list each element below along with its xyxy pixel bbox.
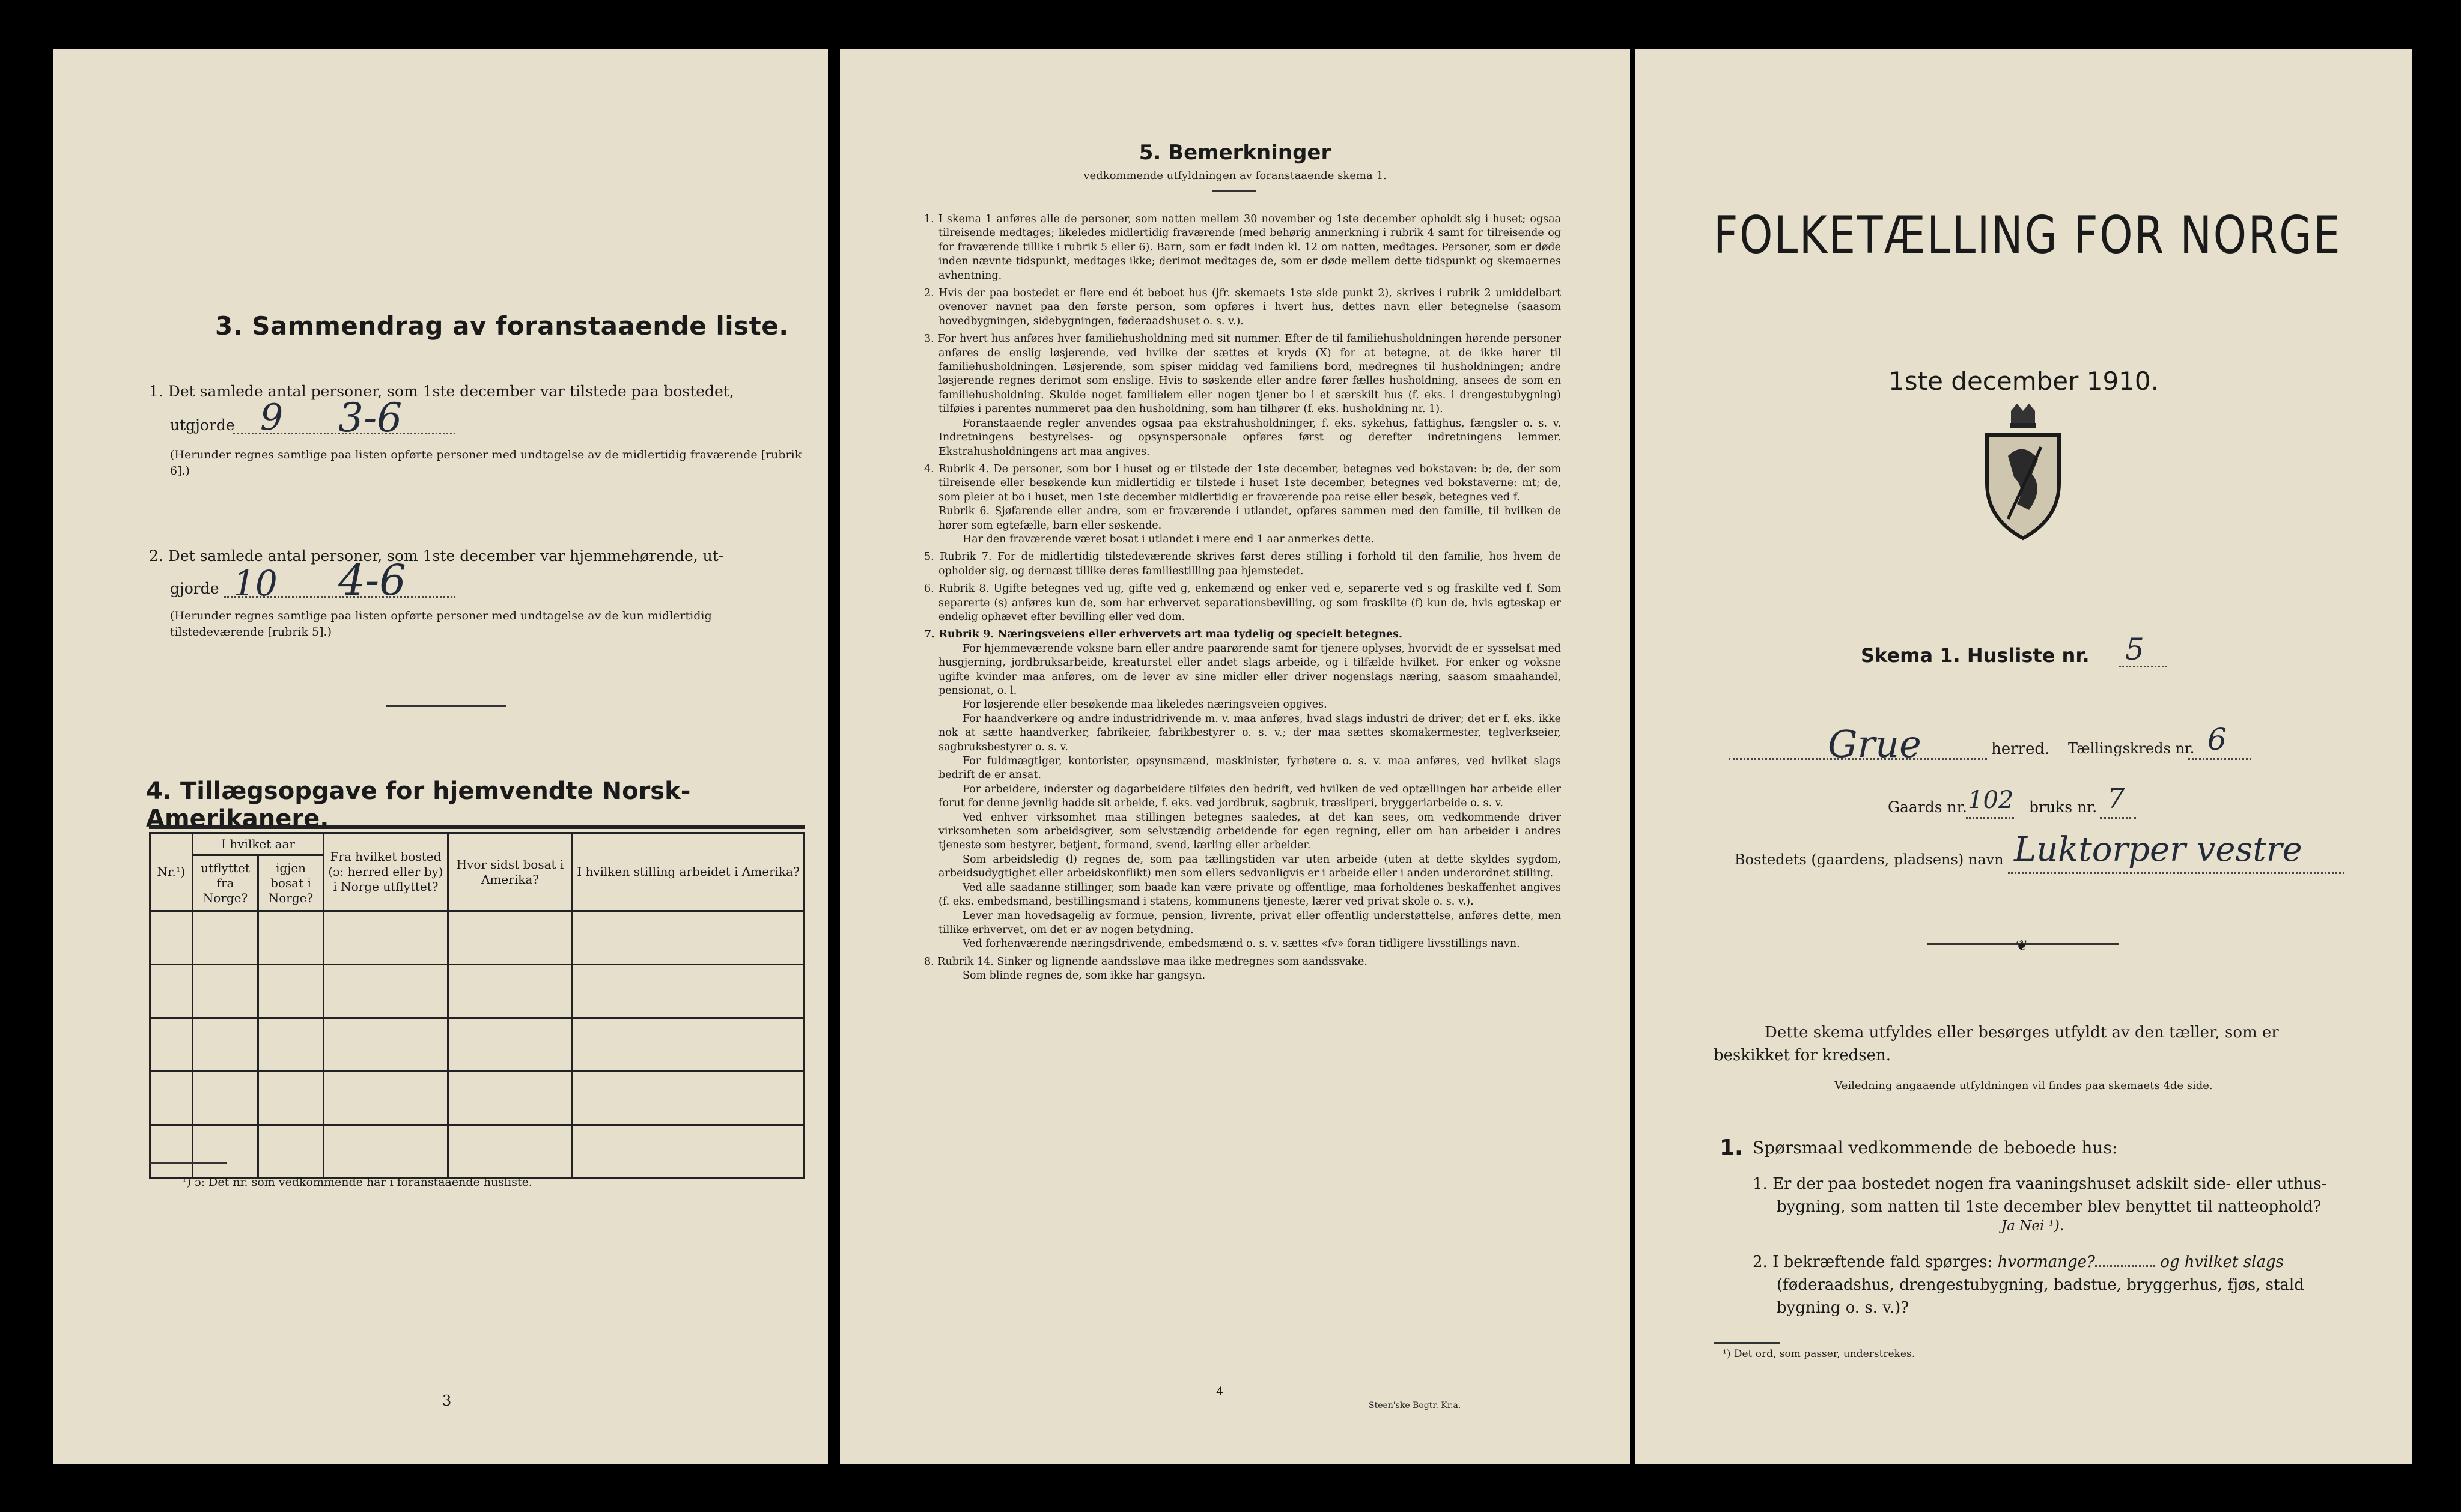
question-2-note: (Herunder regnes samtlige paa listen opførte personer med undtagelse av de kun midlertidig tilstedeværende [rubrik 5].) (170, 609, 712, 639)
gaards-answer-line (1966, 817, 2014, 819)
remark-paragraph: For haandverkere og andre industridrivende m. v. maa anføres, hvad slags industri de driver; det er f. eks. ikke nok at sætte haandverker, fabrikeier, fabrikbestyrer o. s. v.; der maa sættes skomakermester, teglverkseier, sagbruksbestyrer o. s. v. (938, 712, 1561, 753)
herred-label: herred. (1991, 740, 2050, 758)
page-right (1635, 49, 2412, 1464)
page-left (53, 49, 828, 1464)
question-2-line (1753, 1251, 2284, 1274)
bruks-label: bruks nr. (2029, 798, 2097, 816)
remark-paragraph: 7. Rubrik 9. Næringsveiens eller erhvervets art maa tydelig og specielt betegnes. (924, 628, 1402, 641)
table-row (150, 911, 805, 965)
column-header-stilling: I hvilken stilling arbeidet i Amerika? (573, 833, 805, 911)
column-header-fra-bosted: Fra hvilket bosted (ɔ: herred eller by) i Norge utflyttet? (324, 833, 448, 911)
remark-paragraph: For hjemmeværende voksne barn eller andre paarørende samt for tjenere oplyses, hvorvidt de er sysselsat med husgjerning, jordbruksarbeide, kreaturstel eller andet slags arbeide, og i tilfælde hvilket. For enker og voksne ugifte kvinder maa anføres, om de lever av sine midler eller driver nogenslags næring, saasom smaahandel, pensionat, o. l. (938, 642, 1561, 697)
remarks-subheading: vedkommende utfyldningen av foranstaaende skema 1. (1083, 169, 1387, 182)
kreds-answer-line (2188, 758, 2251, 760)
section-1-number: 1. (1720, 1135, 1743, 1160)
column-header-utflyttet: utflyttet fra Norge? (193, 855, 258, 911)
veiledning-text: Veiledning angaaende utfyldningen vil findes paa skemaets 4de side. (1834, 1079, 2213, 1092)
table-row (150, 1018, 805, 1072)
coat-of-arms-icon (1975, 399, 2071, 543)
question-2-hvilket: hvilket slags (2184, 1253, 2284, 1271)
skema-label: Skema 1. Husliste nr. (1861, 644, 2090, 667)
question-2-gjorde-label: gjorde (170, 580, 219, 597)
bosted-label: Bostedets (gaardens, pladsens) navn (1735, 851, 2004, 868)
question-1-answer-options: Ja Nei ¹). (1998, 1218, 2064, 1234)
section-4-heading: 4. Tillægsopgave for hjemvendte Norsk-Amerikanere. (146, 777, 691, 833)
gaards-handwritten: 102 (1968, 786, 2014, 814)
question-2-text: 2. Det samlede antal personer, som 1ste december var hjemmehørende, ut- (149, 547, 724, 565)
remark-paragraph: For fuldmægtiger, kontorister, opsynsmænd, maskinister, fyrbøtere o. s. v. maa anføres, ved hvilket slags bedrift de er ansat. (938, 755, 1561, 782)
gaards-label: Gaards nr. (1888, 798, 1967, 816)
question-1-text: 1. Er der paa bostedet nogen fra vaaningshuset adskilt side- eller uthus-bygning, som natten til 1ste december blev benyttet til natteophold? (1753, 1175, 2327, 1216)
question-1-handwritten-count: 9 (260, 396, 284, 439)
column-header-hvor-bosat: Hvor sidst bosat i Amerika? (448, 833, 573, 911)
herred-handwritten: Grue (1828, 722, 1921, 766)
footnote-rule (149, 1162, 227, 1164)
remark-paragraph: Som arbeidsledig (l) regnes de, som paa tællingstiden var uten arbeide (uten at dette skyldes sygdom, arbeidsudygtighet eller arbeidskonflikt) men som ellers sedvanligvis er i arbeide eller i anden underordnet stilling. (938, 853, 1561, 880)
bosted-handwritten: Luktorper vestre (2014, 830, 2302, 869)
remark-paragraph: Rubrik 6. Sjøfarende eller andre, som er fraværende i utlandet, opføres sammen med den familie, til hvilken de hører som egtefælle, barn eller søskende. (938, 505, 1561, 532)
remark-paragraph: Ved alle saadanne stillinger, som baade kan være private og offentlige, maa forholdenes beskaffenhet angives (f. eks. embedsmand, bestillingsmand i statens, kommunens tjeneste, lærer ved privat skole o. s. v.). (938, 881, 1561, 908)
bosted-answer-line (2008, 872, 2344, 874)
divider (386, 705, 506, 707)
question-1-note: (Herunder regnes samtlige paa listen opførte personer med undtagelse av de midlertidig fraværende [rubrik 6].) (170, 448, 802, 478)
bruks-answer-line (2100, 817, 2136, 819)
table-row (150, 965, 805, 1018)
remark-paragraph: Foranstaaende regler anvendes ogsaa paa ekstrahusholdninger, f. eks. sykehus, fattighus, fængsler o. s. v. Indretningens bestyrelses- og opsynspersonale opføres først og derefter indretningens lemmer. Ekstrahusholdningens art maa angives. (938, 417, 1561, 458)
column-header-nr: Nr.¹) (150, 833, 193, 911)
remarks-heading: 5. Bemerkninger (1139, 141, 1331, 165)
question-1-utgjorde-label: utgjorde (170, 416, 235, 434)
remark-paragraph: 2. Hvis der paa bostedet er flere end ét beboet hus (jfr. skemaets 1ste side punkt 2), skrives i rubrik 2 umiddelbart ovenover navnet paa den første person, som opføres i hvert hus, dettes navn eller betegnelse (saasom hovedbygningen, sidebygningen, føderaadshuset o. s. v.). (924, 287, 1561, 327)
question-2-start: 2. I bekræftende fald spørges: (1753, 1253, 1993, 1271)
remark-paragraph: 6. Rubrik 8. Ugifte betegnes ved ug, gifte ved g, enkemænd og enker ved e, separerte ved s og fraskilte ved f. Som separerte (s) anføres kun de, som har erhvervet separationsbevilling, og som fraskilte (f) kun de, hvis egteskap er endelig ophævet efter bevilling eller ved dom. (924, 583, 1561, 623)
remark-paragraph: 8. Rubrik 14. Sinker og lignende aandssløve maa ikke medregnes som aandssvake. (924, 955, 1367, 968)
norsk-amerikanere-table (149, 832, 805, 1179)
printer-imprint: Steen'ske Bogtr. Kr.a. (1369, 1401, 1461, 1410)
remarks-body (924, 213, 1561, 983)
question-1-handwritten-range: 3-6 (338, 395, 403, 441)
column-header-igjen: igjen bosat i Norge? (258, 855, 324, 911)
footnote-rule (1714, 1342, 1780, 1344)
form-title: FOLKETÆLLING FOR NORGE (1714, 205, 2342, 266)
kreds-handwritten: 6 (2207, 722, 2227, 757)
page-middle (840, 49, 1630, 1464)
question-2-hvormange: hvormange? (1997, 1253, 2095, 1271)
footnote: ¹) Det ord, som passer, understrekes. (1723, 1348, 1915, 1360)
form-date: 1ste december 1910. (1888, 366, 2159, 396)
intro-text: Dette skema utfyldes eller besørges utfyldt av den tæller, som er beskikket for kredsen. (1714, 1024, 2279, 1064)
section-3-heading: 3. Sammendrag av foranstaaende liste. (215, 311, 789, 341)
remark-paragraph: Har den fraværende været bosat i utlandet i mere end 1 aar anmerkes dette. (963, 533, 1375, 545)
husliste-number-handwritten: 5 (2125, 632, 2144, 667)
question-2-handwritten-count: 10 (233, 563, 278, 604)
remark-paragraph: Lever man hovedsagelig av formue, pension, livrente, privat eller offentlig understøttelse, anføres dette, men tillike erhvervet, om det er av nogen betydning. (938, 909, 1561, 936)
table-row (150, 1072, 805, 1125)
answer-dots (2095, 1265, 2155, 1267)
question-2-handwritten-range: 4-6 (338, 556, 406, 605)
remark-paragraph: Som blinde regnes de, som ikke har gangsyn. (963, 970, 1206, 982)
remark-paragraph: For løsjerende eller besøkende maa likeledes næringsveien opgives. (963, 699, 1327, 711)
remark-paragraph: Ved forhenværende næringsdrivende, embedsmænd o. s. v. sættes «fv» foran tidligere livsstillings navn. (963, 938, 1520, 950)
remark-paragraph: 4. Rubrik 4. De personer, som bor i huset og er tilstede der 1ste december, betegnes ved bokstaven: b; de, der som tilreisende eller besøkende kun midlertidig er tilstede i huset 1ste december, betegnes ved bokstaverne: mt; de, som pleier at bo i huset, men 1ste december midlertidig er fraværende paa reise eller besøk, betegnes ved f. (924, 463, 1561, 503)
remark-paragraph: 3. For hvert hus anføres hver familiehusholdning med sit nummer. Efter de til familiehusholdningen hørende personer anføres de enslig løsjerende, ved hvilke der sættes et kryds (X) for at betegne, at de ikke hører til familiehusholdningen. Løsjerende, som spiser middag ved familiens bord, medregnes til husholdningen; andre løsjerende regnes derimot som enslige. Hvis to søskende eller andre fører fælles husholdning, ansees de som en familiehusholdning. Skulde noget familielem eller nogen tjener bo i et særskilt hus (f. eks. i drengestubygning) tilføies i parentes nummeret paa den husholdning, som han tilhører (f. eks. husholdning nr. 1). (924, 333, 1561, 416)
page-number: 4 (1216, 1384, 1224, 1398)
remark-paragraph: Ved enhver virksomhet maa stillingen betegnes saaledes, at det kan sees, om vedkommende driver virksomheten som arbeidsgiver, som selvstændig arbeidende for egen regning, eller om han arbeider i andres tjeneste som bestyrer, betjent, formand, svend, lærling eller arbeider. (938, 811, 1561, 852)
column-header-group: I hvilket aar (193, 833, 324, 855)
page-number: 3 (442, 1392, 452, 1409)
divider (1212, 190, 1256, 192)
question-1-text: 1. Det samlede antal personer, som 1ste december var tilstede paa bostedet, (149, 383, 734, 400)
remark-paragraph: For arbeidere, inderster og dagarbeidere tilføies den bedrift, ved hvilken de ved optællingen har arbeide eller forut for denne jevnlig hadde sit arbeide, f. eks. ved jordbruk, sagbruk, træsliperi, bryggeriarbeide o. s. v. (938, 783, 1561, 810)
table-row (150, 1125, 805, 1179)
remark-paragraph: 5. Rubrik 7. For de midlertidig tilstedeværende skrives først deres stilling i forhold til den familie, hos hvem de opholder sig, og dernæst tillike deres familiestilling paa hjemstedet. (924, 551, 1561, 577)
ornament-icon: ❦ (2016, 937, 2028, 954)
bruks-handwritten: 7 (2107, 782, 2125, 815)
footnote: ¹) ɔ: Det nr. som vedkommende har i foranstaaende husliste. (182, 1176, 532, 1189)
question-2-og: og (2160, 1253, 2180, 1271)
kreds-label: Tællingskreds nr. (2068, 740, 2195, 757)
question-2-rest: (føderaadshus, drengestubygning, badstue, bryggerhus, fjøs, stald bygning o. s. v.)? (1777, 1276, 2304, 1317)
section-1-heading: Spørsmaal vedkommende de beboede hus: (1753, 1138, 2118, 1158)
table-top-rule (149, 825, 805, 829)
remark-paragraph: 1. I skema 1 anføres alle de personer, som natten mellem 30 november og 1ste december opholdt sig i huset; ogsaa tilreisende medtages; likeledes midlertidig fraværende (med behørig anmerkning i rubrik 4 samt for tilreisende og for fraværende tillike i rubrik 5 eller 6). Barn, som er født inden kl. 12 om natten, medtages. Personer, som er døde inden nævnte tidspunkt, medtages ikke; derimot medtages de, som er døde mellem dette tidspunkt og skemaernes avhentning. (924, 213, 1561, 282)
